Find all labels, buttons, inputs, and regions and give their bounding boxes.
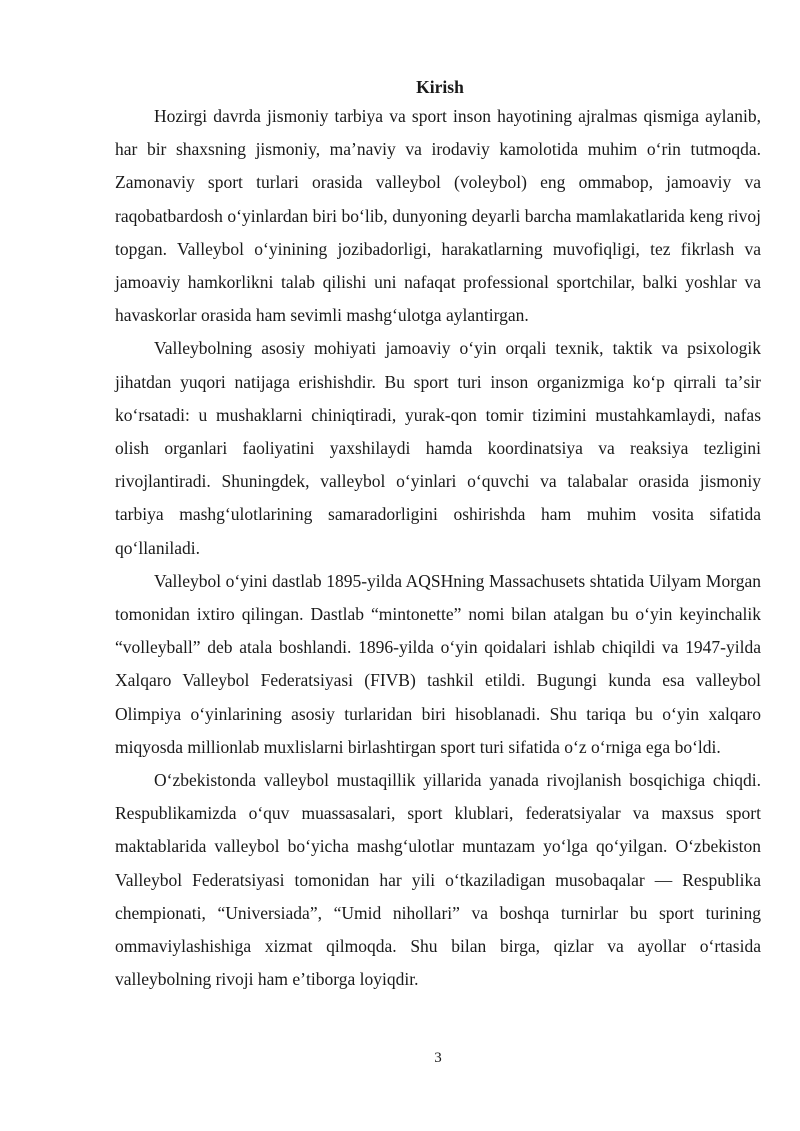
paragraph-essence: Valleybolning asosiy mohiyati jamoaviy oʻyin orqali texnik, taktik va psixologik jihatdan yuqori natijaga erishishdir. Bu sport turi inson organizmiga koʻp qirrali taʼsir koʻrsatadi: u mushaklarni chiniqtiradi, yurak-qon tomir tizimini mustahkamlaydi, nafas olish organlari faoliyatini yaxshilaydi hamda koordinatsiya va reaksiya tezligini rivojlantiradi. Shuningdek, valleybol oʻyinlari oʻquvchi va talabalar orasida jismoniy tarbiya mashgʻulotlarining samaradorligini oshirishda ham muhim vosita sifatida qoʻllaniladi. <box>115 338 761 558</box>
paragraph-introduction: Hozirgi davrda jismoniy tarbiya va sport inson hayotining ajralmas qismiga aylanib, har bir shaxsning jismoniy, maʼnaviy va irodaviy kamolotida muhim oʻrin tutmoqda. Zamonaviy sport turlari orasida valleybol (voleybol) eng ommabop, jamoaviy va raqobatbardosh oʻyinlardan biri boʻlib, dunyoning deyarli barcha mamlakatlarida keng rivoj topgan. Valleybol oʻyinining jozibadorligi, harakatlarning muvofiqligi, tez fikrlash va jamoaviy hamkorlikni talab qilishi uni nafaqat professional sportchilar, balki yoshlar va havaskorlar orasida ham sevimli mashgʻulotga aylantirgan. <box>115 106 761 326</box>
paragraph-history: Valleybol oʻyini dastlab 1895-yilda AQSHning Massachusets shtatida Uilyam Morgan tomonidan ixtiro qilingan. Dastlab “mintonette” nomi bilan atalgan bu oʻyin keyinchalik “volleyball” deb atala boshlandi. 1896-yilda oʻyin qoidalari ishlab chiqildi va 1947-yilda Xalqaro Valleybol Federatsiyasi (FIVB) tashkil etildi. Bugungi kunda esa valleybol Olimpiya oʻyinlarining asosiy turlaridan biri hisoblanadi. Shu tariqa bu oʻyin xalqaro miqyosda millionlab muxlislarni birlashtirgan sport turi sifatida oʻz oʻrniga ega boʻldi. <box>115 570 761 757</box>
page-number: 3 <box>434 1050 442 1066</box>
paragraph-uzbekistan: Oʻzbekistonda valleybol mustaqillik yillarida yanada rivojlanish bosqichiga chiqdi. Respublikamizda oʻquv muassasalari, sport klublari, federatsiyalar va maxsus sport maktablarida valleybol boʻyicha mashgʻulotlar muntazam yoʻlga qoʻyilgan. Oʻzbekiston Valleybol Federatsiyasi tomonidan har yili oʻtkaziladigan musobaqalar — Respublika chempionati, “Universiada”, “Umid nihollari” va boshqa turnirlar bu sport turining ommaviylashishiga xizmat qilmoqda. Shu bilan birga, qizlar va ayollar oʻrtasida valleybolning rivoji ham eʼtiborga loyiqdir. <box>115 770 761 990</box>
document-page <box>115 76 761 996</box>
section-heading: Kirish <box>416 77 464 97</box>
